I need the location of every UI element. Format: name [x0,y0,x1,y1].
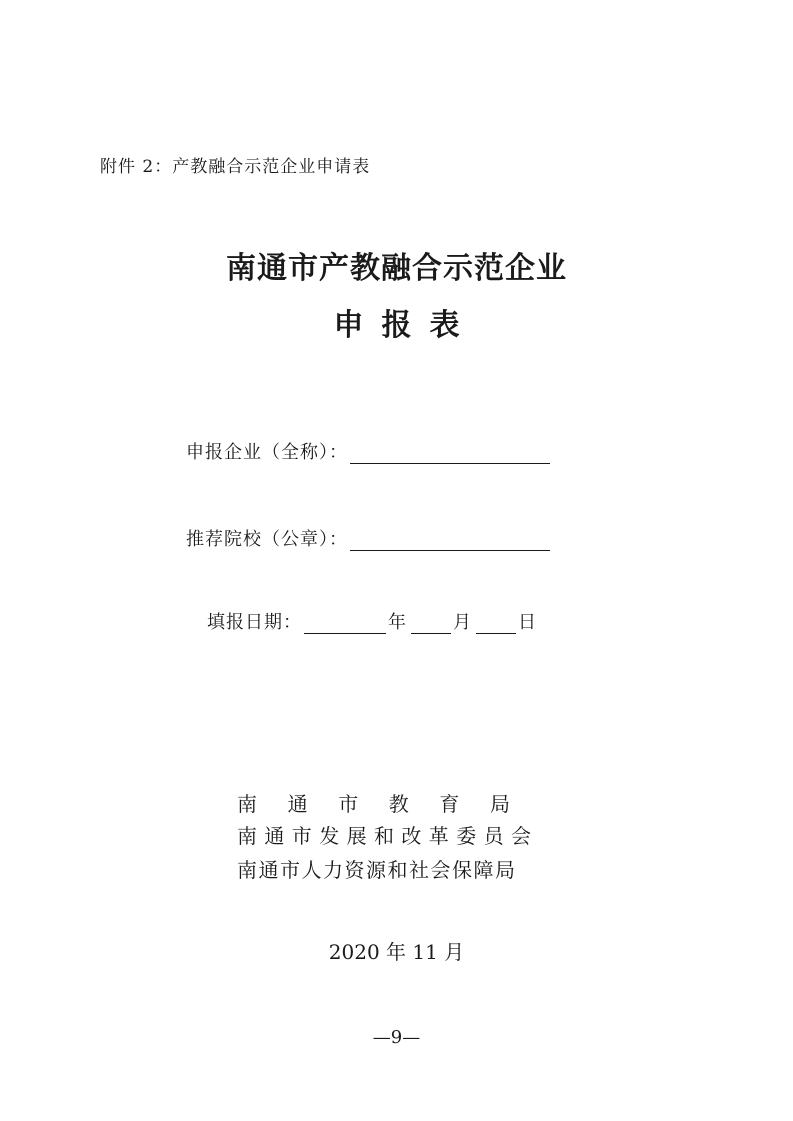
date-field-row [207,608,539,634]
school-field-row [186,525,550,551]
company-label: 申报企业（全称）： [186,442,348,463]
date-label: 填报日期： [207,612,302,633]
company-blank[interactable] [350,443,550,464]
issuer-hr-bureau: 南通市人力资源和社会保障局 [237,858,517,882]
school-blank[interactable] [350,530,550,551]
day-unit: 日 [518,612,537,633]
month-unit: 月 [453,612,472,633]
page-number: —9— [372,1027,421,1048]
document-subtitle: 申报表 [333,308,478,343]
issuer-development-commission: 南通市发展和改革委员会 [237,824,539,848]
issue-date: 2020 年 11 月 [328,940,465,964]
month-blank[interactable] [411,613,451,634]
document-title: 南通市产教融合示范企业 [226,251,567,286]
year-blank[interactable] [304,613,386,634]
issuer-education-bureau: 南通市教育局 [237,792,541,816]
school-label: 推荐院校（公章）： [186,529,348,550]
attachment-label: 附件 2：产教融合示范企业申请表 [100,157,371,177]
company-field-row [186,438,550,464]
year-unit: 年 [388,612,407,633]
day-blank[interactable] [476,613,516,634]
